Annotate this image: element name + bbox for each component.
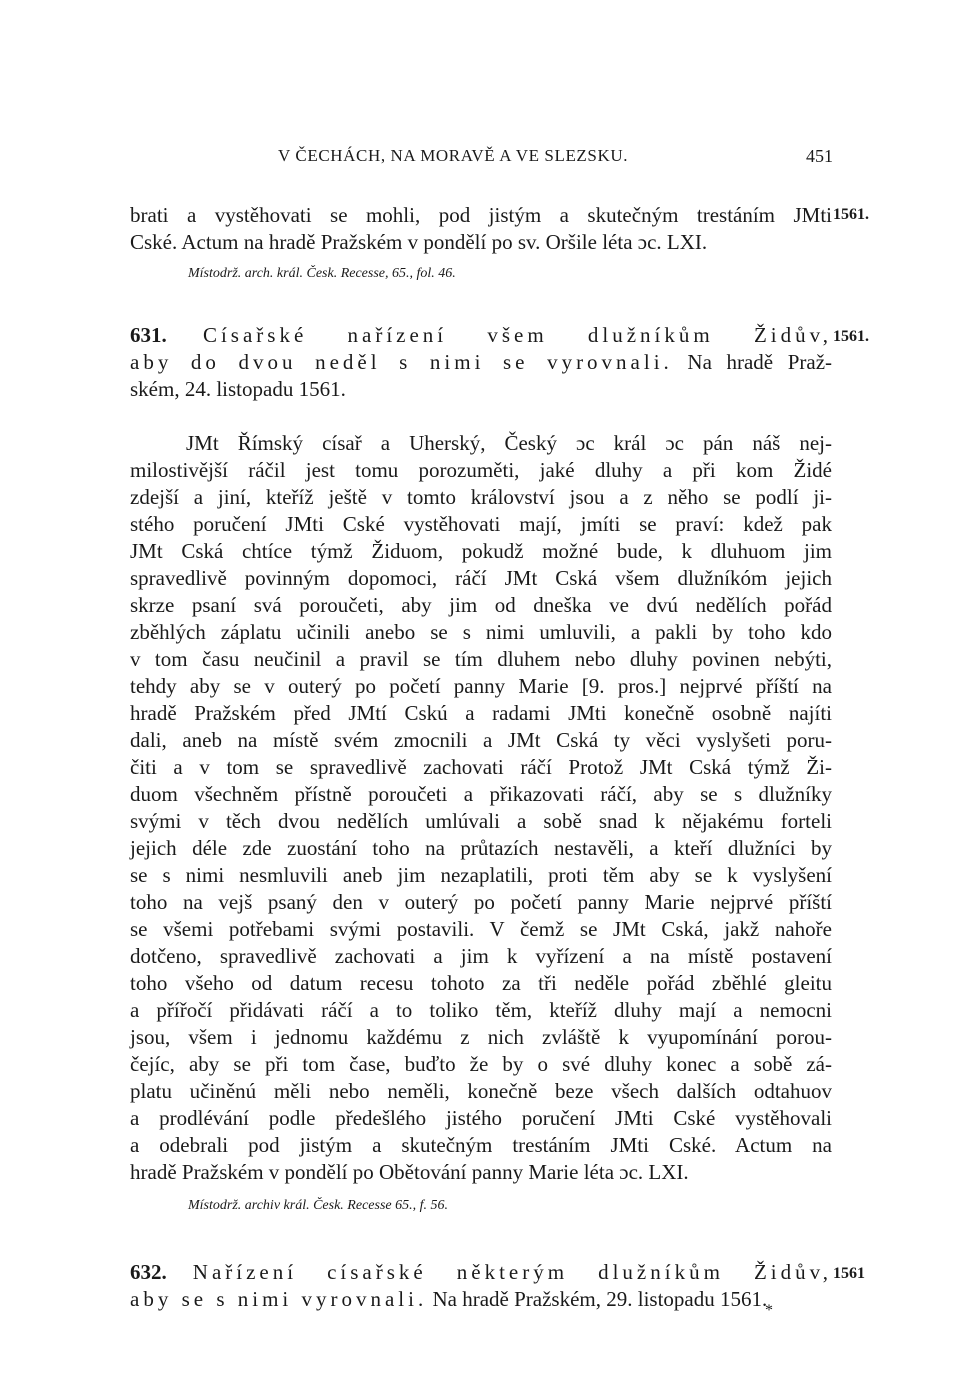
doc-place-date: Na hradě Pražském, 29. listopadu 1561. bbox=[432, 1287, 768, 1311]
asterisk-mark: * bbox=[765, 1302, 773, 1319]
text-line: se s nimi nesmluvili aneb jim nezaplatili, proti těm aby se k vyslyšení bbox=[130, 863, 832, 887]
text-line: v tom času neučinil a pravil se tím dluhem nebo dluhy povinen nebýti, bbox=[130, 647, 832, 671]
text-line: tehdy aby se v outerý po početí panny Marie [9. pros.] nejprvé příští na bbox=[130, 674, 832, 698]
text-line: čejíc, aby se při tom čase, buďto že by o své dluhy konec a sobě zá- bbox=[130, 1052, 832, 1076]
margin-year: 1561 bbox=[833, 1265, 865, 1282]
text-line: stého poručení JMti Cské vystěhovati mají, jmíti se praví: kdež pak bbox=[130, 512, 832, 536]
text-line: a prodlévání podle předešlého jistého poručení JMti Cské vystěhovali bbox=[130, 1106, 832, 1130]
doc-number: 632. bbox=[130, 1260, 167, 1284]
text-line: jejich déle zde zuostání toho na průtazích nestavěli, a kteří dlužníci by bbox=[130, 836, 832, 860]
text-line: skrze psaní svá poroučeti, aby jim od dneška ve dvú nedělích pořád bbox=[130, 593, 832, 617]
margin-year: 1561. bbox=[833, 328, 869, 345]
text-line: milostivější ráčil jest tomu porozuměti, jaké dluhy a při kom Židé bbox=[130, 458, 832, 482]
running-title: V ČECHÁCH, NA MORAVĚ A VE SLEZSKU. bbox=[278, 146, 629, 165]
doc-heading-line bbox=[130, 322, 832, 349]
text-line: svými v těch dvou nedělích umlúvali a sobě snad k nějakému forteli bbox=[130, 809, 832, 833]
text-line: čiti a v tom se spravedlivě zachovati ráčí Protož JMt Cská týmž Ži- bbox=[130, 755, 832, 779]
text-line: a odebrali pod jistým a skutečným trestáním JMti Cské. Actum na bbox=[130, 1133, 832, 1157]
text-line: zdejší a jiní, kteříž ještě v tomto království jsou a z něho se podlí ji- bbox=[130, 485, 832, 509]
doc-number: 631. bbox=[130, 323, 167, 347]
text-line: toho všeho od datum recesu tohoto za tři neděle pořád zběhlé gleitu bbox=[130, 971, 832, 995]
text-line: dali, aneb na místě svém zmocnili a JMt Cská ty věci vyslyšeti poru- bbox=[130, 728, 832, 752]
text-line: a přířočí přidávati ráčí a to toliko těm, kteříž dluhy mají a nemocni bbox=[130, 998, 832, 1022]
text-line: zběhlých záplatu učinili anebo se s nimi umluvili, a pakli by toho kdo bbox=[130, 620, 832, 644]
text-line: hradě Pražském před JMtí Cskú a radami JMti konečně osobně najíti bbox=[130, 701, 832, 725]
source-citation: Místodrž. archiv král. Česk. Recesse 65., f. 56. bbox=[188, 1198, 448, 1213]
text-line: JMt Cská chtíce týmž Židuom, pokudž možné bude, k dluhuom jim bbox=[130, 539, 832, 563]
doc-title: Nařízení císařské některým dlužníkům Židův, bbox=[192, 1260, 832, 1284]
doc-place-date: Na hradě Praž- bbox=[687, 350, 833, 374]
text-line: duom všechněm přístně poroučeti a přikazovati ráčí, aby se s dlužníky bbox=[130, 782, 832, 806]
text-line: platu učiněnú měli nebo neměli, konečně beze všech dalších odtahuov bbox=[130, 1079, 832, 1103]
doc-title: aby do dvou neděl s nimi se vyrovnali. bbox=[130, 350, 673, 374]
margin-year: 1561. bbox=[833, 206, 869, 223]
text-line: se všemi potřebami svými postavili. V čemž se JMt Cská, jakž nahoře bbox=[130, 917, 832, 941]
doc-title: Císařské nařízení všem dlužníkům Židův, bbox=[202, 323, 832, 347]
text-line: hradě Pražském v pondělí po Obětování panny Marie léta ɔc. LXI. bbox=[130, 1160, 689, 1184]
text-line: spravedlivě povinným dopomoci, ráčí JMt Cská všem dlužníkóm jejich bbox=[130, 566, 832, 590]
doc-heading-line bbox=[130, 1259, 832, 1286]
doc-title: aby se s nimi vyrovnali. bbox=[130, 1287, 428, 1311]
doc-heading-line: ském, 24. listopadu 1561. bbox=[130, 377, 346, 401]
text-line: dotčeno, spravedlivě zachovati a jim k vyřízení a na místě postavení bbox=[130, 944, 832, 968]
text-line: Cské. Actum na hradě Pražském v pondělí po sv. Oršile léta ɔc. LXI. bbox=[130, 230, 708, 254]
text-line: jsou, všem i jednomu každému z nich zvláště k vyupomínání porou- bbox=[130, 1025, 832, 1049]
doc-heading-line bbox=[130, 1286, 832, 1313]
source-citation: Místodrž. arch. král. Česk. Recesse, 65., fol. 46. bbox=[188, 266, 456, 281]
text-line: brati a vystěhovati se mohli, pod jistým a skutečným trestáním JMti bbox=[130, 203, 832, 227]
text-line: JMt Římský císař a Uherský, Český ɔc král ɔc pán náš nej- bbox=[186, 431, 832, 455]
text-line: toho na vejš psaný den v outerý po početí panny Marie nejprvé příští bbox=[130, 890, 832, 914]
page-number: 451 bbox=[806, 146, 833, 166]
doc-heading-line bbox=[130, 349, 832, 376]
